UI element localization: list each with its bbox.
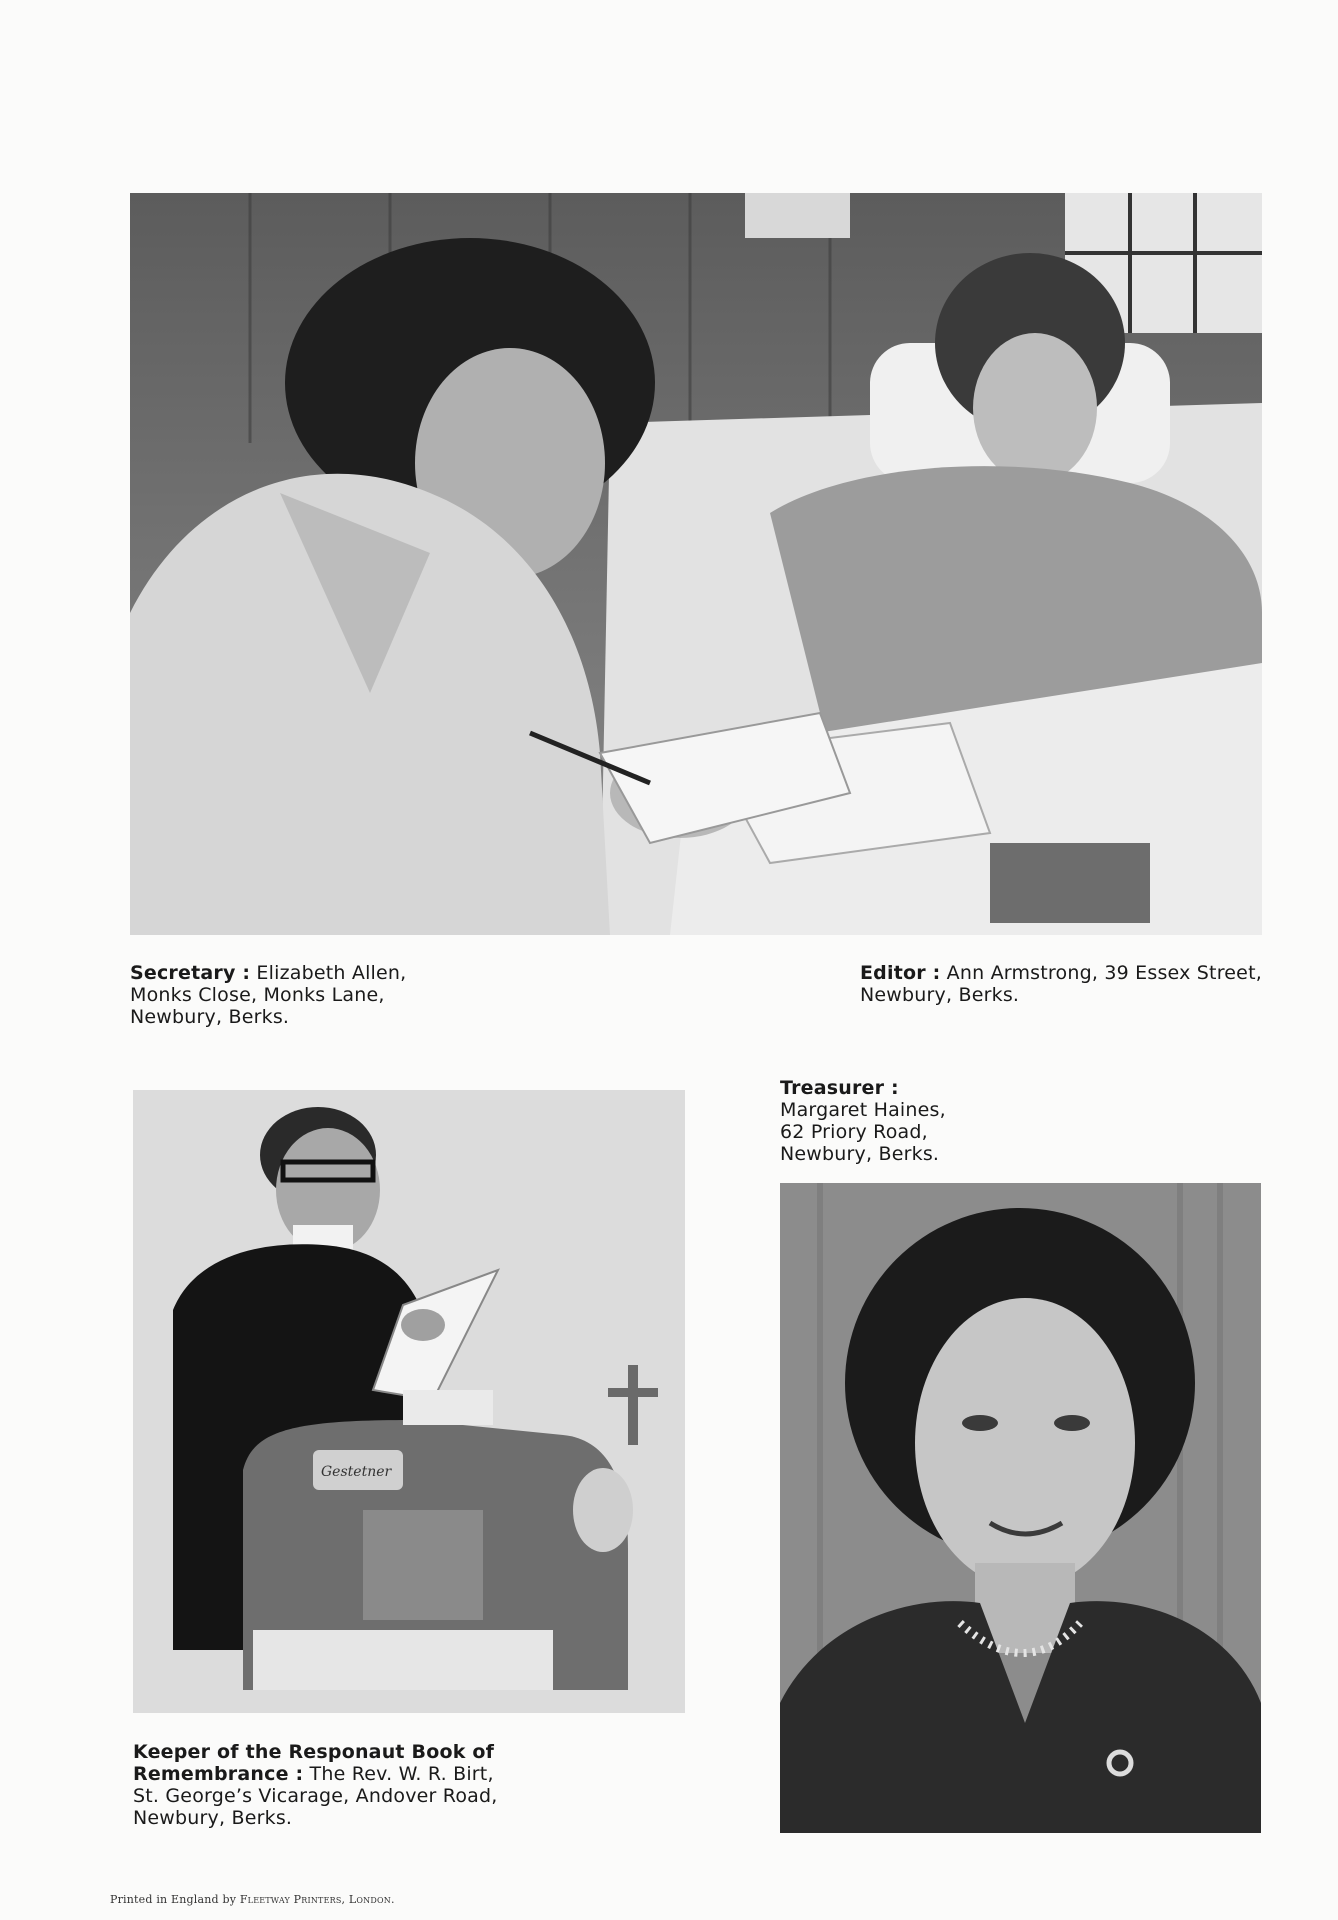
secretary-name: Elizabeth Allen, (256, 962, 407, 984)
secretary-address-line-2: Newbury, Berks. (130, 1006, 290, 1028)
imprint-printer: Fleetway Printers, London. (239, 1893, 395, 1906)
keeper-role-line-2: Remembrance : (133, 1763, 304, 1785)
photo-keeper-with-duplicator (133, 1090, 685, 1713)
keeper-role-line-1: Keeper of the Responaut Book of (133, 1741, 495, 1763)
treasurer-name: Margaret Haines, (780, 1099, 946, 1121)
editor-caption (860, 962, 1262, 1006)
photo-treasurer-portrait (780, 1183, 1261, 1833)
imprint-prefix: Printed in England by (110, 1893, 237, 1906)
editor-name: Ann Armstrong, 39 Essex Street, (946, 962, 1262, 984)
treasurer-caption (780, 1077, 946, 1165)
secretary-caption (130, 962, 406, 1028)
treasurer-address-line-2: Newbury, Berks. (780, 1143, 940, 1165)
treasurer-address-line-1: 62 Priory Road, (780, 1121, 928, 1143)
keeper-name: The Rev. W. R. Birt, (309, 1763, 494, 1785)
machine-badge: Gestetner (321, 1464, 392, 1480)
editor-address-line: Newbury, Berks. (860, 984, 1020, 1006)
secretary-role: Secretary : (130, 962, 251, 984)
keeper-address-line-1: St. George’s Vicarage, Andover Road, (133, 1785, 498, 1807)
photo-secretary-and-editor (130, 193, 1262, 935)
keeper-caption (133, 1741, 498, 1829)
editor-role: Editor : (860, 962, 941, 984)
treasurer-role: Treasurer : (780, 1077, 899, 1099)
keeper-address-line-2: Newbury, Berks. (133, 1807, 293, 1829)
secretary-address-line-1: Monks Close, Monks Lane, (130, 984, 385, 1006)
printer-imprint (110, 1893, 395, 1906)
